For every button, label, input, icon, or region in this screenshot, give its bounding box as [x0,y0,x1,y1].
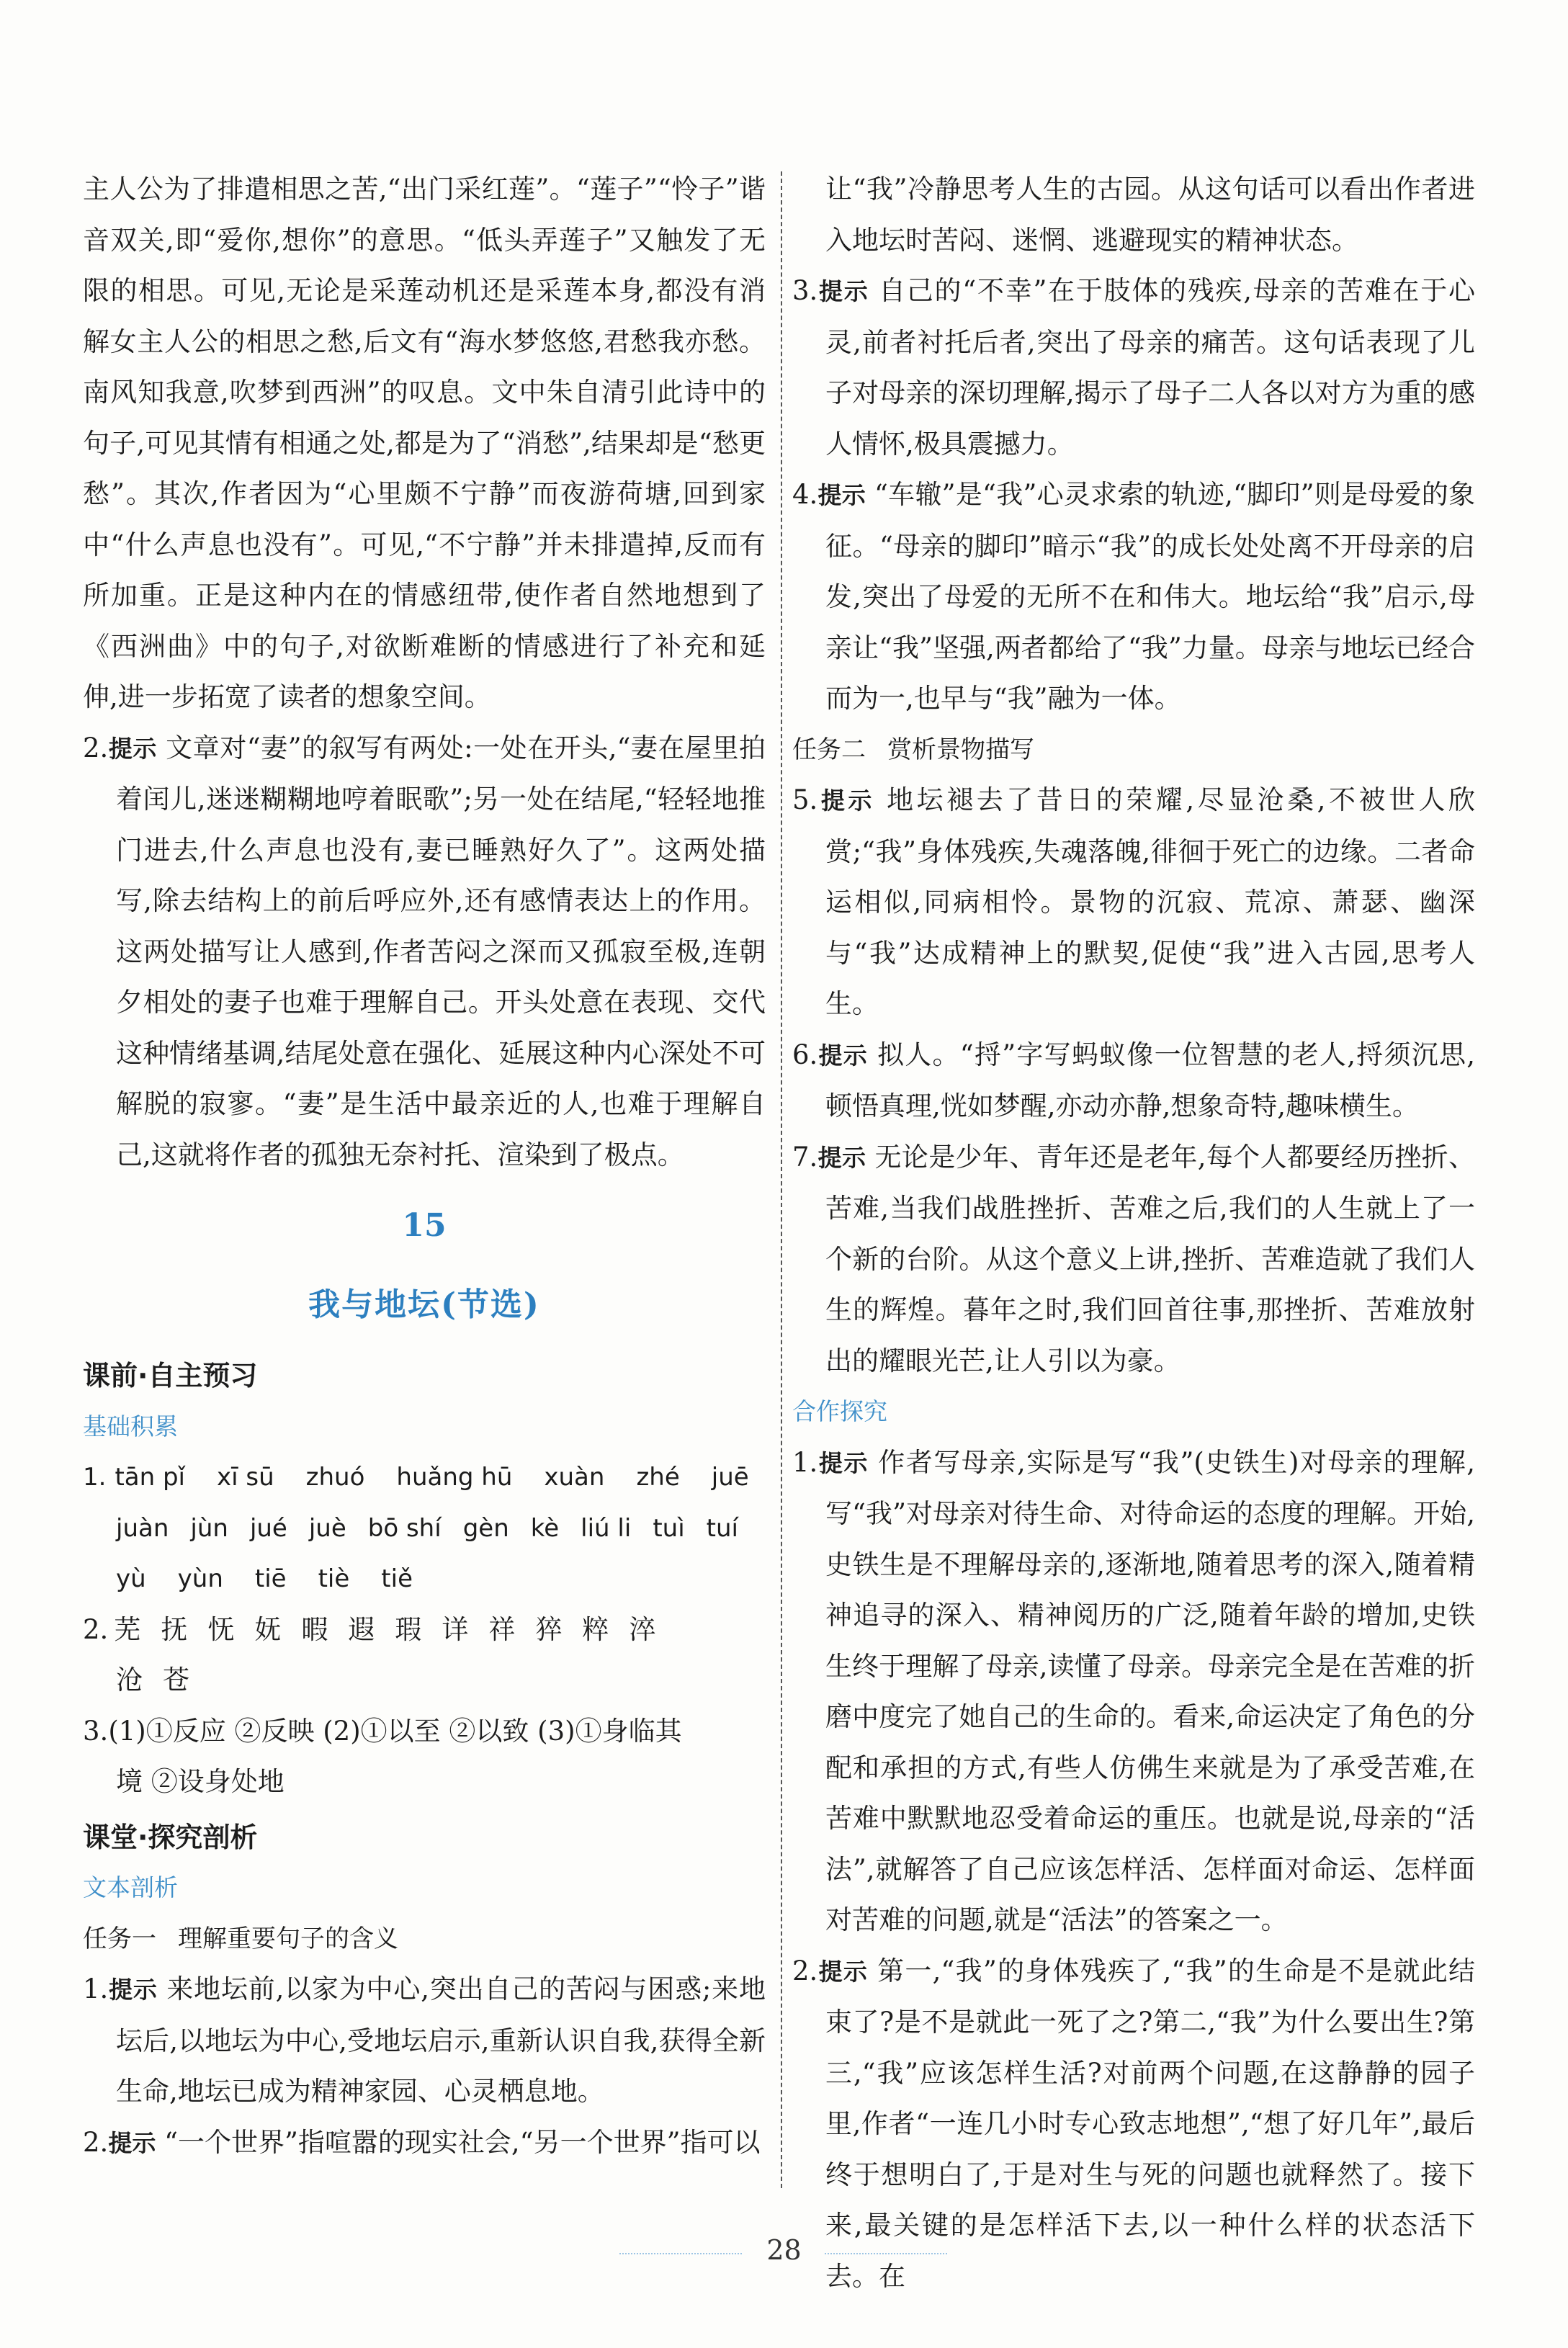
right-column [792,164,1475,2302]
pinyin-line-2: juàn jùn jué juè bō shí gèn kè liú li tuì tuí [116,1513,738,1543]
tip-label: 提示 [817,481,866,509]
section-heading-preview: 课前·自主预习 [83,1360,258,1392]
tip-label: 提示 [817,787,875,815]
lesson-title: 我与地坛(节选) [308,1286,540,1323]
answer-item-2: 2.提示 第一,“我”的身体残疾了,“我”的生命是不是就此结束了?是不是就此一死了之?第二,“我”为什么要出生?第三,“我”应该怎样生活?对前两个问题,在这静静的园子里,作者“一连几小时专心致志地想”,“想了好几年”,最后终于想明白了,于是对生与死的问题也就释然了。接下来,最关键的是怎样活下去,以一种什么样的状态活下去。在 [792,1955,1476,2292]
tip-label: 提示 [817,1041,869,1070]
tip-label: 提示 [108,1976,158,2004]
paragraph-continued: 主人公为了排遣相思之苦,“出门采红莲”。“莲子”“怜子”谐音双关,即“爱你,想你”的意思。“低头弄莲子”又触发了无限的相思。可见,无论是采莲动机还是采莲本身,都没有消解女主人公的相思之愁,后文有“海水梦悠悠,君愁我亦愁。南风知我意,吹梦到西洲”的叹息。文中朱自清引此诗中的句子,可见其情有相通之处,都是为了“消愁”,结果却是“愁更愁”。其次,作者因为“心里颇不宁静”而夜游荷塘,回到家中“什么声息也没有”。可见,“不宁静”并未排遣掉,反而有所加重。正是这种内在的情感纽带,使作者自然地想到了《西洲曲》中的句子,对欲断难断的情感进行了补充和延伸,进一步拓宽了读者的想象空间。 [83,174,766,712]
character-answers [83,1605,766,1706]
task-heading-2: 任务二 赏析景物描写 [792,735,1034,764]
answer-item-4: 4.提示 “车辙”是“我”心灵求索的轨迹,“脚印”则是母爱的象征。“母亲的脚印”暗示“我”的成长处处离不开母亲的启发,突出了母爱的无所不在和伟大。地坛给“我”启示,母亲让“我”坚强,两者都给了“我”力量。母亲与地坛已经合而为一,也早与“我”融为一体。 [792,479,1475,714]
tip-label: 提示 [817,1448,869,1477]
tip-label: 提示 [108,734,157,763]
column-divider [781,171,782,2188]
pinyin-answers [83,1452,766,1605]
subsection-cooperation: 合作探究 [792,1397,887,1425]
subsection-text-analysis: 文本剖析 [83,1873,178,1901]
page-number-ornament-right [825,2253,947,2254]
tip-label: 提示 [817,277,869,305]
answer-item-3: 3.(1)①反应 ②反映 (2)①以至 ②以致 (3)①身临其 境 ②设身处地 [83,1715,682,1797]
answer-item-7: 7.提示 无论是少年、青年还是老年,每个人都要经历挫折、苦难,当我们战胜挫折、苦难之后,我们的人生就上了一个新的台阶。从这个意义上讲,挫折、苦难造就了我们人生的辉煌。暮年之时,我们回首往事,那挫折、苦难放射出的耀眼光芒,让人引以为豪。 [792,1141,1476,1376]
answer-item-6: 6.提示 拟人。“捋”字写蚂蚁像一位智慧的老人,捋须沉思,顿悟真理,恍如梦醒,亦动亦静,想象奇特,趣味横生。 [792,1039,1476,1121]
task-heading-1: 任务一 理解重要句子的含义 [83,1924,398,1953]
character-line-2: 沧 苍 [116,1664,189,1695]
character-line-1: 2. 芜 抚 怃 妩 暇 遐 瑕 详 祥 猝 粹 淬 [83,1613,656,1645]
tip-label: 提示 [817,1957,869,1986]
left-column [83,164,766,2169]
answer-item-1: 1.提示 来地坛前,以家为中心,突出自己的苦闷与困惑;来地坛后,以地坛为中心,受地坛启示,重新认识自我,获得全新生命,地坛已成为精神家园、心灵栖息地。 [83,1973,766,2107]
subsection-basic: 基础积累 [83,1412,178,1440]
lesson-number: 15 [402,1207,447,1244]
tip-label: 提示 [108,2128,156,2157]
page-number: 28 [766,2234,802,2266]
pinyin-line-3: yù yùn tiē tiè tiě [116,1564,413,1593]
pinyin-line-1: 1. tān pǐ xī sū zhuó huǎng hū xuàn zhé juē [83,1463,749,1492]
answer-item-2: 2.提示 文章对“妻”的叙写有两处:一处在开头,“妻在屋里拍着闰儿,迷迷糊糊地哼着眠歌”;另一处在结尾,“轻轻地推门进去,什么声息也没有,妻已睡熟好久了”。这两处描写,除去结构上的前后呼应外,还有感情表达上的作用。这两处描写让人感到,作者苦闷之深而又孤寂至极,连朝夕相处的妻子也难于理解自己。开头处意在表现、交代这种情绪基调,结尾处意在强化、延展这种内心深处不可解脱的寂寥。“妻”是生活中最亲近的人,也难于理解自己,这就将作者的孤独无奈衬托、渲染到了极点。 [83,732,766,1170]
answer-item-2: 2.提示 “一个世界”指喧嚣的现实社会,“另一个世界”指可以 [83,2126,761,2158]
section-heading-class: 课堂·探究剖析 [83,1821,258,1853]
answer-item-1: 1.提示 作者写母亲,实际是写“我”(史铁生)对母亲的理解,写“我”对母亲对待生命、对待命运的态度的理解。开始,史铁生是不理解母亲的,逐渐地,随着思考的深入,随着精神追寻的深入、精神阅历的广泛,随着年龄的增加,史铁生终于理解了母亲,读懂了母亲。母亲完全是在苦难的折磨中度完了她自己的生命的。看来,命运决定了角色的分配和承担的方式,有些人仿佛生来就是为了承受苦难,在苦难中默默地忍受着命运的重压。也就是说,母亲的“活法”,就解答了自己应该怎样活、怎样面对命运、怎样面对苦难的问题,就是“活法”的答案之一。 [792,1446,1475,1935]
tip-label: 提示 [817,1143,866,1172]
answer-item-3: 3.提示 自己的“不幸”在于肢体的残疾,母亲的苦难在于心灵,前者衬托后者,突出了母亲的痛苦。这句话表现了儿子对母亲的深切理解,揭示了母子二人各以对方为重的感人情怀,极具震撼力。 [792,275,1476,460]
paragraph-continued: 让“我”冷静思考人生的古园。从这句话可以看出作者进入地坛时苦闷、迷惘、逃避现实的精神状态。 [825,174,1475,256]
answer-item-5: 5.提示 地坛褪去了昔日的荣耀,尽显沧桑,不被世人欣赏;“我”身体残疾,失魂落魄,徘徊于死亡的边缘。二者命运相似,同病相怜。景物的沉寂、荒凉、萧瑟、幽深与“我”达成精神上的默契,促使“我”进入古园,思考人生。 [792,784,1476,1019]
